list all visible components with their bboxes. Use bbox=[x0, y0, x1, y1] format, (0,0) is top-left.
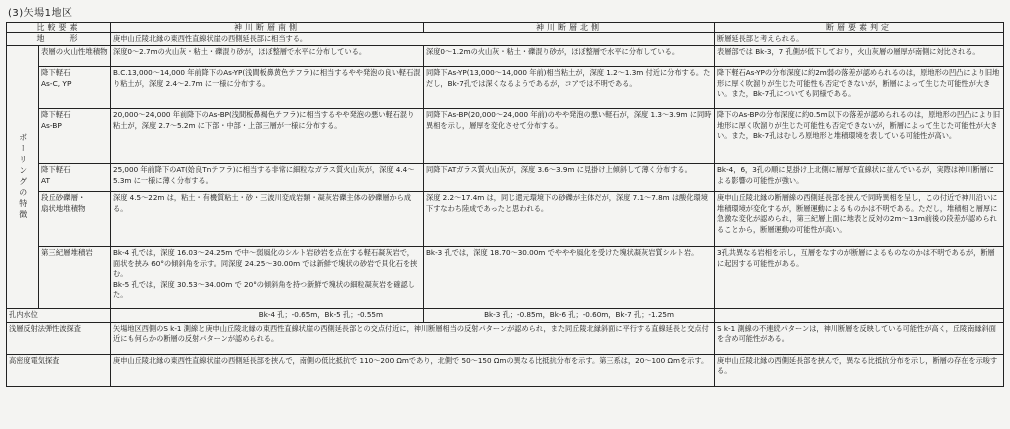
comparison-table bbox=[6, 22, 1004, 387]
resistivity-label: 高密度電気探査 bbox=[7, 354, 111, 386]
borehole-water-south: Bk-4 孔；-0.65m，Bk-5 孔；-0.55m bbox=[111, 309, 424, 322]
boring-north: 深度0～1.2mの火山灰・粘土・礫混り砂が，ほぼ整層で水平に分布している。 bbox=[424, 46, 715, 67]
boring-north: 同降下ATガラス質火山灰が，深度 3.6～3.9m に見掛け上傾斜して薄く分布する。 bbox=[424, 164, 715, 192]
row-boring-2 bbox=[7, 109, 1004, 164]
boring-judgment: 降下軽石As-YPの分布深度に約2m弱の落差が認められるのは，原地形の凹凸により旧地形に厚く吹溜りが生じた可能性も否定できないが，断層によって生じた可能性が大きい。また，Bk-7孔についても同様である。 bbox=[715, 67, 1004, 109]
boring-judgment: 庚申山丘陵北縁の断層線の西側延長部を挟んで同時異相を呈し，この付近で神川沿いに堆積環境が変化するが，断層運動によるものかは不明である。ただし，堆積相と層厚に急激な変化が認められ，第三紀層上面に地表と反対の2m～13m前後の段差が認められることから，断層運動の可能性が高い。 bbox=[715, 192, 1004, 247]
topography-south: 庚申山丘陵北縁の東西性直線状崖の西側延長部に相当する。 bbox=[111, 33, 715, 46]
row-boring-4 bbox=[7, 192, 1004, 247]
topography-judgment: 断層延長部と考えられる。 bbox=[715, 33, 1004, 46]
boring-label: 段丘砂礫層・ 扇状地堆積物 bbox=[39, 192, 111, 247]
boring-south: 深度0～2.7mの火山灰・粘土・礫混り砂が，ほぼ整層で水平に分布している。 bbox=[111, 46, 424, 67]
header-row bbox=[7, 23, 1004, 33]
row-borehole-water bbox=[7, 309, 1004, 322]
boring-north: 同降下As-YP(13,000～14,000 年前)相当粘土が，深度 1.2～1.3m 付近に分布する。ただし，Bk-7孔では深くなるようであるが，コアでは不明である。 bbox=[424, 67, 715, 109]
boring-label: 降下軽石 As-C, YP bbox=[39, 67, 111, 109]
row-boring-3 bbox=[7, 164, 1004, 192]
row-seismic bbox=[7, 322, 1004, 354]
boring-north: Bk-3 孔では，深度 18.70～30.00m でややや風化を受けた塊状凝灰岩質シルト岩。 bbox=[424, 247, 715, 309]
boring-north: 深度 2.2～17.4m は，同じ還元環境下の砂礫が主体だが，深度 7.1～7.8m は酸化環境下すなわち陸成であったと思われる。 bbox=[424, 192, 715, 247]
header-item: 比較要素 bbox=[7, 23, 111, 33]
boring-south: B.C.13,000～14,000 年前降下のAs-YP(浅間板鼻黄色テフラ)に相当するやや発泡の良い軽石混り粘土が，深度 2.4～2.7m に一様に分布する。 bbox=[111, 67, 424, 109]
seismic-judgment: S k-1 測線の不連続パターンは，神川断層を反映している可能性が高く，丘陵南縁斜面を含め可能性がある。 bbox=[715, 322, 1004, 354]
borehole-water-label: 孔内水位 bbox=[7, 309, 111, 322]
boring-judgment: 降下のAs-BPの分布深度に約0.5m以下の落差が認められるのは，原地形の凹凸により旧地形に厚く吹溜りが生じた可能性も否定できないが，断層によって生じた可能性が大きい。また，Bk-7孔はむしろ原地形と堆積環境を表している可能性が高い。 bbox=[715, 109, 1004, 164]
topography-label: 地 形 bbox=[7, 33, 111, 46]
borehole-water-judgment bbox=[715, 309, 1004, 322]
row-topography bbox=[7, 33, 1004, 46]
boring-south: 25,000 年前降下のAT(姶良Tnテフラ)に相当する非常に細粒なガラス質火山灰が，深度 4.4～5.3m に一様に薄く分布する。 bbox=[111, 164, 424, 192]
boring-group-label: ボーリングの特徴 bbox=[7, 46, 39, 309]
header-north: 神川断層北側 bbox=[424, 23, 715, 33]
boring-south: 20,000～24,000 年前降下のAs-BP(浅間板鼻褐色テフラ)に相当するやや発泡の悪い軽石混り粘土が，深度 2.7～5.2m に下部・中部・上部三層が一様に分布する。 bbox=[111, 109, 424, 164]
boring-judgment: Bk-4，6，3孔の順に見掛け上北側に層厚で直線状に並んでいるが，実際は神川断層による影響の可能性が強い。 bbox=[715, 164, 1004, 192]
boring-south: Bk-4 孔では，深度 16.03～24.25m で中～弱風化のシルト岩砂岩を点在する軽石凝灰岩で，面状を挟み 60°の傾斜角を示す。同深度 24.25～30.00m では新鮮で塊状の砂岩で貝化石を挟む。 Bk-5 孔では，深度 30.53～34.00m で 20°の傾斜角を持つ新鮮で塊状の細粒凝灰岩を確認した。 bbox=[111, 247, 424, 309]
row-resistivity bbox=[7, 354, 1004, 386]
seismic-label: 浅層反射法弾性波探査 bbox=[7, 322, 111, 354]
boring-judgment: 表層部では Bk-3，7 孔側が低下しており，火山灰層の層厚が南側に対比される。 bbox=[715, 46, 1004, 67]
header-judgment: 断層要素判定 bbox=[715, 23, 1004, 33]
header-south: 神川断層南側 bbox=[111, 23, 424, 33]
seismic-result: 矢場地区西側のS k-1 測線と庚申山丘陵北縁の東西性直線状崖の西側延長部との交点付近に，神川断層相当の反射パターンが認められ，また同丘陵北縁斜面に平行する直線延長と交点付近にも何らかの断層の反射パターンが認められる。 bbox=[111, 322, 715, 354]
section-title: (3)矢場1地区 bbox=[8, 8, 73, 19]
resistivity-judgment: 庚申山丘陵北縁の西側延長部を挟んで，異なる比抵抗分布を示し，断層の存在を示唆する。 bbox=[715, 354, 1004, 386]
boring-north: 同降下As-BP(20,000～24,000 年前)のやや発泡の悪い軽石が，深度 1.3～3.9m に同時異相を示し，層厚を変化させて分布する。 bbox=[424, 109, 715, 164]
boring-south: 深度 4.5～22m は，粘土・有機質粘土・砂・三波川変成岩類・凝灰岩礫主体の砂礫層から成る。 bbox=[111, 192, 424, 247]
boring-label: 第三紀層堆積岩 bbox=[39, 247, 111, 309]
boring-judgment: 3孔共異なる岩相を示し，互層をなすのが断層によるものなのかは不明であるが，断層に起因する可能性がある。 bbox=[715, 247, 1004, 309]
resistivity-result: 庚申山丘陵北縁の東西性直線状崖の西側延長部を挟んで，南側の低比抵抗で 110～200 Ωmであり，北側で 50～150 Ωmの異なる比抵抗分布を示す。第三系は，20～100 Ωmを示す。 bbox=[111, 354, 715, 386]
row-boring-5 bbox=[7, 247, 1004, 309]
boring-label: 降下軽石 As-BP bbox=[39, 109, 111, 164]
boring-label: 表層の火山性堆積物 bbox=[39, 46, 111, 67]
row-boring-1 bbox=[7, 67, 1004, 109]
row-boring-0 bbox=[7, 46, 1004, 67]
borehole-water-north: Bk-3 孔；-0.85m，Bk-6 孔；-0.60m，Bk-7 孔；-1.25m bbox=[424, 309, 715, 322]
boring-label: 降下軽石 AT bbox=[39, 164, 111, 192]
